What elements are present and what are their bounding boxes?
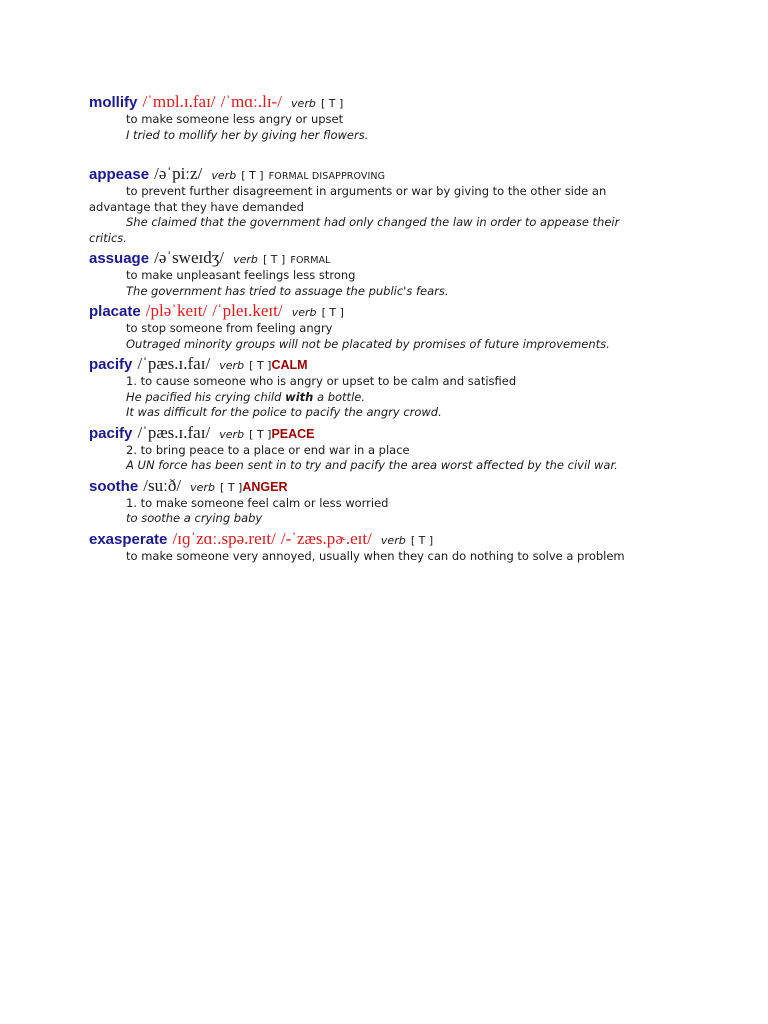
example: A UN force has been sent in to try and pacify the area worst affected by the civil war. bbox=[126, 458, 618, 472]
entry-appease bbox=[89, 164, 689, 246]
definition: to make unpleasant feelings less strong bbox=[126, 268, 356, 282]
pronunciation: /əˈpiːz/ bbox=[154, 164, 203, 183]
entry-placate bbox=[89, 301, 689, 352]
definition: to prevent further disagreement in arguments or war by giving to the other side an bbox=[126, 184, 607, 198]
headword: pacify bbox=[89, 356, 133, 373]
entry-headline bbox=[89, 423, 689, 443]
example-text: He pacified his crying child bbox=[126, 389, 286, 404]
pronunciation: /ˈpæs.ɪ.faɪ/ bbox=[137, 422, 211, 442]
pronunciation: /əˈsweɪdʒ/ bbox=[154, 248, 224, 267]
example: Outraged minority groups will not be placated by promises of future improvements. bbox=[126, 336, 610, 351]
definition: to make someone less angry or upset bbox=[126, 112, 344, 126]
entry-headline bbox=[89, 529, 689, 549]
entry-headline bbox=[89, 164, 689, 184]
headword: placate bbox=[89, 303, 141, 320]
definition: 1. to make someone feel calm or less worried bbox=[126, 495, 389, 510]
definition: to make someone very annoyed, usually when they can do nothing to solve a problem bbox=[126, 548, 625, 563]
pronunciation: /ˈpæs.ɪ.faɪ/ bbox=[137, 354, 211, 373]
grammar-code: [ T ] bbox=[241, 169, 264, 182]
pronunciation-uk: /pləˈkeɪt/ bbox=[145, 301, 208, 320]
entry-headline bbox=[89, 301, 689, 321]
headword: soothe bbox=[89, 477, 139, 495]
headword: assuage bbox=[89, 250, 150, 267]
definition: 1. to cause someone who is angry or upset to be calm and satisfied bbox=[126, 374, 517, 388]
usage-label: FORMAL DISAPPROVING bbox=[268, 171, 386, 182]
part-of-speech: verb bbox=[233, 253, 258, 266]
grammar-code: [ T ] bbox=[321, 306, 344, 319]
definition: 2. to bring peace to a place or end war in a place bbox=[126, 442, 410, 457]
entry-assuage bbox=[89, 248, 689, 299]
entry-headline bbox=[89, 92, 689, 112]
pronunciation: /suːð/ bbox=[143, 475, 182, 495]
example-text: a bottle. bbox=[313, 389, 365, 404]
entry-exasperate bbox=[89, 529, 689, 565]
example: It was difficult for the police to pacify the angry crowd. bbox=[126, 405, 442, 419]
entry-soothe bbox=[89, 476, 689, 527]
example: I tried to mollify her by giving her flowers. bbox=[126, 127, 369, 142]
pronunciation-us: /ˈpleɪ.keɪt/ bbox=[212, 301, 283, 320]
part-of-speech: verb bbox=[190, 480, 215, 494]
headword: exasperate bbox=[89, 530, 168, 548]
part-of-speech: verb bbox=[380, 533, 406, 547]
headword: mollify bbox=[89, 94, 138, 111]
headword: appease bbox=[89, 166, 150, 183]
part-of-speech: verb bbox=[219, 427, 245, 441]
pronunciation-uk: /ɪɡˈzɑː.spə.reɪt/ bbox=[172, 528, 276, 548]
guide-word: ANGER bbox=[242, 479, 288, 494]
grammar-code: [ T ] bbox=[262, 253, 286, 266]
grammar-code: [ T ] bbox=[220, 480, 243, 494]
part-of-speech: verb bbox=[211, 169, 237, 182]
entry-headline bbox=[89, 354, 689, 374]
example-continued: critics. bbox=[89, 230, 127, 245]
example: She claimed that the government had only changed the law in order to appease their bbox=[126, 215, 620, 229]
example bbox=[89, 390, 689, 406]
entry-pacify-calm bbox=[89, 354, 689, 421]
definition: to stop someone from feeling angry bbox=[126, 321, 333, 335]
grammar-code: [ T ] bbox=[249, 427, 272, 441]
part-of-speech: verb bbox=[219, 359, 245, 372]
example: to soothe a crying baby bbox=[126, 511, 263, 525]
guide-word: PEACE bbox=[271, 426, 315, 441]
entry-headline bbox=[89, 248, 689, 268]
definition-continued: advantage that they have demanded bbox=[89, 199, 304, 214]
part-of-speech: verb bbox=[291, 97, 316, 110]
entry-mollify bbox=[89, 92, 689, 143]
usage-label: FORMAL bbox=[290, 255, 331, 266]
grammar-code: [ T ] bbox=[410, 533, 434, 547]
grammar-code: [ T ] bbox=[320, 97, 344, 110]
entry-headline bbox=[89, 476, 689, 496]
grammar-code: [ T ] bbox=[249, 359, 272, 372]
example-collocation: with bbox=[285, 389, 314, 404]
pronunciation-us: /ˈmɑː.lɪ-/ bbox=[220, 92, 282, 111]
entry-pacify-peace bbox=[89, 423, 689, 474]
pronunciation-us: /-ˈzæs.pɚ.eɪt/ bbox=[280, 528, 372, 548]
guide-word: CALM bbox=[271, 358, 308, 372]
example: The government has tried to assuage the public's fears. bbox=[126, 283, 449, 298]
pronunciation-uk: /ˈmɒl.ɪ.faɪ/ bbox=[142, 92, 216, 111]
headword: pacify bbox=[89, 424, 133, 442]
dictionary-document bbox=[89, 92, 689, 564]
part-of-speech: verb bbox=[291, 306, 317, 319]
